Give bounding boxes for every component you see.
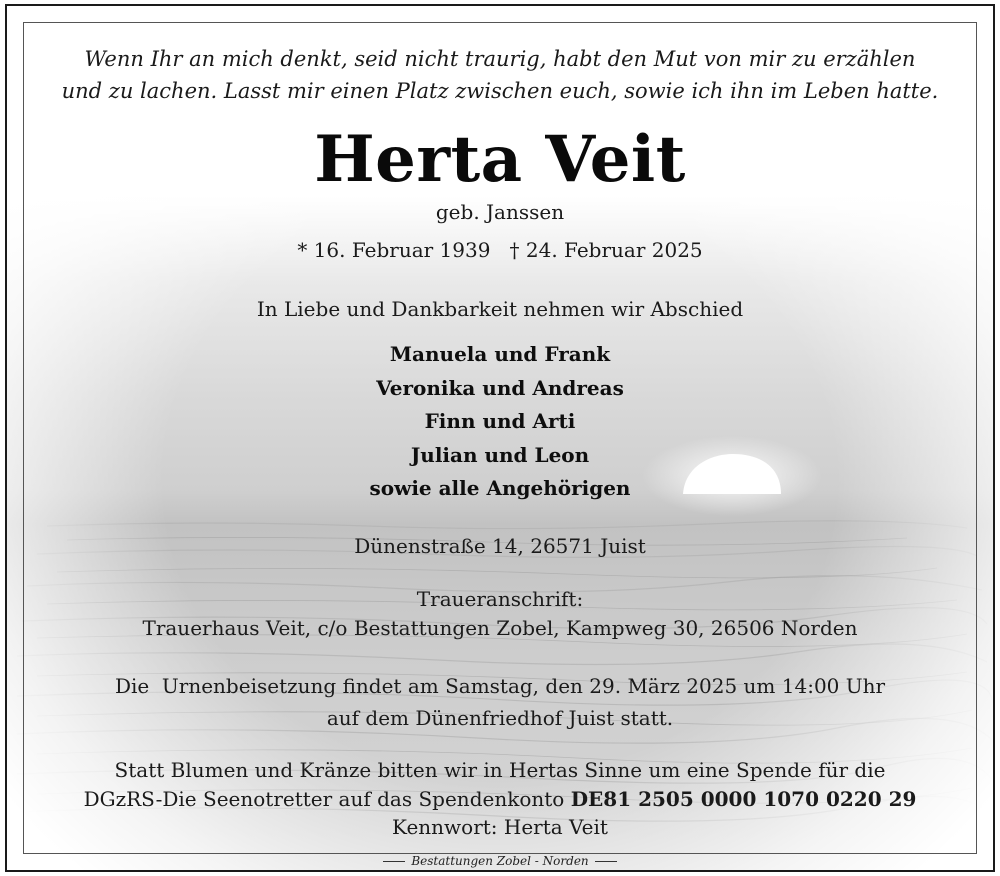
obituary-card [5, 4, 995, 872]
burial-line-1: Die Urnenbeisetzung findet am Samstag, den 29. März 2025 um 14:00 Uhr [114, 674, 886, 698]
deceased-name: Herta Veit [314, 122, 686, 197]
farewell-text: In Liebe und Dankbarkeit nehmen wir Abschied [256, 297, 744, 321]
footer-dash-left [383, 861, 405, 862]
family-member-5: sowie alle Angehörigen [369, 476, 631, 500]
footer [7, 851, 993, 871]
motto-line-2: und zu lachen. Lasst mir einen Platz zwischen euch, sowie ich ihn im Leben hatte. [61, 79, 939, 103]
home-address: Dünenstraße 14, 26571 Juist [354, 534, 646, 558]
donation-prefix: DGzRS-Die Seenotretter auf das Spendenkonto [83, 787, 571, 811]
motto-line-1: Wenn Ihr an mich denkt, seid nicht traurig, habt den Mut von mir zu erzählen [84, 47, 916, 71]
funeral-home-credit: Bestattungen Zobel - Norden [411, 854, 589, 868]
donation-line-1: Statt Blumen und Kränze bitten wir in Hertas Sinne um eine Spende für die [114, 758, 886, 782]
donation-iban: DE81 2505 0000 1070 0220 29 [570, 787, 917, 811]
donation-line-2 [7, 784, 993, 814]
family-member-4: Julian und Leon [410, 443, 590, 467]
maiden-name: geb. Janssen [435, 200, 565, 224]
family-member-3: Finn und Arti [424, 409, 576, 433]
burial-line-2: auf dem Dünenfriedhof Juist statt. [326, 706, 674, 730]
family-member-1: Manuela und Frank [389, 342, 611, 366]
condolence-address: Trauerhaus Veit, c/o Bestattungen Zobel, Kampweg 30, 26506 Norden [142, 616, 858, 640]
life-dates: * 16. Februar 1939 † 24. Februar 2025 [297, 238, 703, 262]
donation-keyword: Kennwort: Herta Veit [392, 815, 608, 839]
footer-dash-right [595, 861, 617, 862]
family-member-2: Veronika und Andreas [376, 376, 624, 400]
condolence-label: Traueranschrift: [416, 587, 584, 611]
